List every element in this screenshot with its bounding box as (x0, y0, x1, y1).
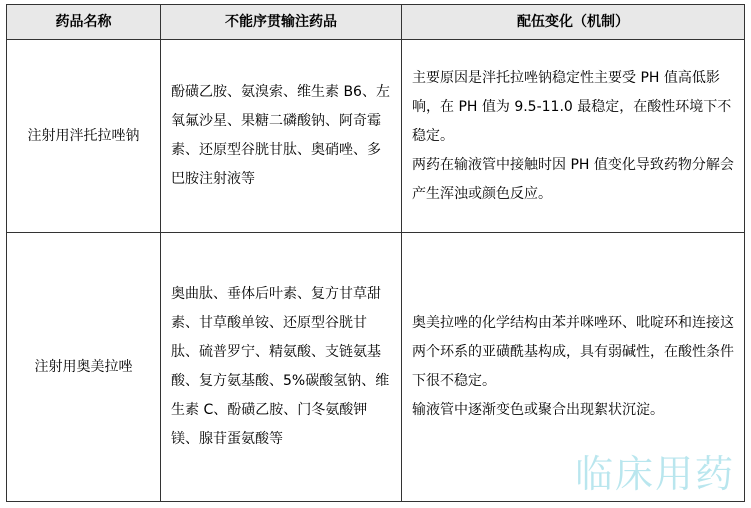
incompatible-drugs-cell: 酚磺乙胺、氨溴索、维生素 B6、左氧氟沙星、果糖二磷酸钠、阿奇霉素、还原型谷胱甘肽、奥硝唑、多巴胺注射液等 (161, 40, 402, 233)
mechanism-paragraph: 主要原因是泮托拉唑钠稳定性主要受 PH 值高低影响，在 PH 值为 9.5-11.0 最稳定，在酸性环境下不稳定。 (412, 69, 732, 144)
watermark-text: 临床用药 (574, 452, 735, 496)
compatibility-table (6, 4, 745, 502)
table-row (7, 40, 745, 233)
mechanism-cell (402, 40, 745, 233)
drug-name-cell: 注射用泮托拉唑钠 (7, 40, 161, 233)
mechanism-paragraph: 输液管中逐渐变色或聚合出现絮状沉淀。 (412, 402, 664, 418)
header-incompatible-drugs: 不能序贯输注药品 (161, 5, 402, 40)
header-row (7, 5, 745, 40)
drug-name-cell: 注射用奥美拉唑 (7, 233, 161, 502)
mechanism-paragraph: 两药在输液管中接触时因 PH 值变化导致药物分解会产生浑浊或颜色反应。 (412, 156, 734, 202)
header-drug-name: 药品名称 (7, 5, 161, 40)
mechanism-paragraph: 奥美拉唑的化学结构由苯并咪唑环、吡啶环和连接这两个环系的亚磺酰基构成，具有弱碱性，在酸性条件下很不稳定。 (412, 315, 734, 389)
header-mechanism: 配伍变化（机制） (402, 5, 745, 40)
incompatible-drugs-cell: 奥曲肽、垂体后叶素、复方甘草甜素、甘草酸单铵、还原型谷胱甘肽、硫普罗宁、精氨酸、支链氨基酸、复方氨基酸、5%碳酸氢钠、维生素 C、酚磺乙胺、门冬氨酸钾镁、腺苷蛋氨酸等 (161, 233, 402, 502)
